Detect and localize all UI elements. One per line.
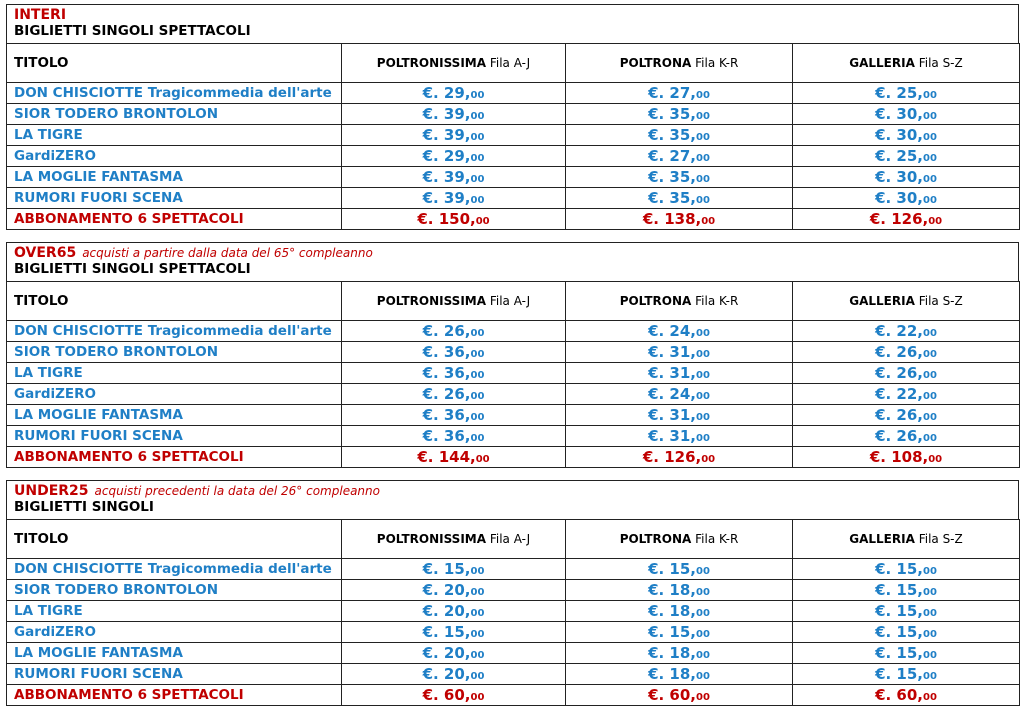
section-subtitle: BIGLIETTI SINGOLI SPETTACOLI — [14, 23, 251, 39]
price-poltronissima: €. 36,00 — [342, 426, 566, 447]
price-poltrona: €. 31,00 — [566, 342, 793, 363]
price-galleria: €. 30,00 — [793, 167, 1020, 188]
price-galleria: €. 30,00 — [793, 188, 1020, 209]
table-row — [7, 643, 1020, 664]
price-poltronissima: €. 39,00 — [342, 167, 566, 188]
price-galleria: €. 26,00 — [793, 342, 1020, 363]
show-title: SIOR TODERO BRONTOLON — [7, 580, 342, 601]
table-row — [7, 146, 1020, 167]
price-poltrona: €. 15,00 — [566, 559, 793, 580]
price-galleria: €. 15,00 — [793, 622, 1020, 643]
table-row — [7, 559, 1020, 580]
column-header-galleria: GALLERIA Fila S-Z — [793, 520, 1020, 559]
price-galleria: €. 26,00 — [793, 405, 1020, 426]
column-header-poltronissima: POLTRONISSIMA Fila A-J — [342, 282, 566, 321]
table-row — [7, 580, 1020, 601]
price-poltronissima: €. 20,00 — [342, 580, 566, 601]
price-poltrona: €. 35,00 — [566, 104, 793, 125]
price-poltrona: €. 18,00 — [566, 580, 793, 601]
show-title: GardiZERO — [7, 146, 342, 167]
table-row — [7, 384, 1020, 405]
price-poltronissima: €. 39,00 — [342, 104, 566, 125]
price-galleria: €. 22,00 — [793, 384, 1020, 405]
table-row — [7, 342, 1020, 363]
show-title: LA MOGLIE FANTASMA — [7, 405, 342, 426]
price-poltronissima: €. 29,00 — [342, 146, 566, 167]
price-poltrona: €. 126,00 — [566, 447, 793, 468]
price-poltronissima: €. 20,00 — [342, 664, 566, 685]
table-row — [7, 167, 1020, 188]
price-poltrona: €. 35,00 — [566, 125, 793, 146]
show-title: LA MOGLIE FANTASMA — [7, 643, 342, 664]
price-poltronissima: €. 15,00 — [342, 559, 566, 580]
price-galleria: €. 15,00 — [793, 664, 1020, 685]
price-galleria: €. 22,00 — [793, 321, 1020, 342]
table-header-row — [7, 282, 1020, 321]
price-galleria: €. 26,00 — [793, 363, 1020, 384]
category-note: acquisti a partire dalla data del 65° compleanno — [82, 246, 373, 260]
table-row — [7, 601, 1020, 622]
section-header — [6, 4, 1019, 43]
price-galleria: €. 126,00 — [793, 209, 1020, 230]
price-poltronissima: €. 36,00 — [342, 363, 566, 384]
show-title: RUMORI FUORI SCENA — [7, 188, 342, 209]
subscription-row — [7, 209, 1020, 230]
table-row — [7, 405, 1020, 426]
price-poltrona: €. 60,00 — [566, 685, 793, 706]
table-header-row — [7, 44, 1020, 83]
price-table — [6, 281, 1020, 468]
price-poltronissima: €. 29,00 — [342, 83, 566, 104]
section-subtitle: BIGLIETTI SINGOLI — [14, 499, 154, 515]
table-row — [7, 363, 1020, 384]
show-title: ABBONAMENTO 6 SPETTACOLI — [7, 447, 342, 468]
table-row — [7, 104, 1020, 125]
section-header — [6, 242, 1019, 281]
price-galleria: €. 30,00 — [793, 125, 1020, 146]
column-header-title: TITOLO — [7, 44, 342, 83]
price-galleria: €. 15,00 — [793, 580, 1020, 601]
show-title: LA TIGRE — [7, 601, 342, 622]
show-title: RUMORI FUORI SCENA — [7, 426, 342, 447]
price-galleria: €. 25,00 — [793, 146, 1020, 167]
price-poltronissima: €. 15,00 — [342, 622, 566, 643]
price-section — [6, 480, 1019, 706]
column-header-poltrona: POLTRONA Fila K-R — [566, 282, 793, 321]
price-poltrona: €. 35,00 — [566, 188, 793, 209]
price-poltronissima: €. 20,00 — [342, 643, 566, 664]
table-row — [7, 125, 1020, 146]
price-poltronissima: €. 26,00 — [342, 384, 566, 405]
price-galleria: €. 30,00 — [793, 104, 1020, 125]
subscription-row — [7, 685, 1020, 706]
column-header-poltrona: POLTRONA Fila K-R — [566, 44, 793, 83]
show-title: SIOR TODERO BRONTOLON — [7, 342, 342, 363]
table-row — [7, 622, 1020, 643]
price-poltrona: €. 15,00 — [566, 622, 793, 643]
price-poltrona: €. 27,00 — [566, 146, 793, 167]
show-title: RUMORI FUORI SCENA — [7, 664, 342, 685]
price-galleria: €. 60,00 — [793, 685, 1020, 706]
price-galleria: €. 108,00 — [793, 447, 1020, 468]
table-row — [7, 426, 1020, 447]
table-row — [7, 83, 1020, 104]
price-section — [6, 4, 1019, 230]
price-poltronissima: €. 36,00 — [342, 342, 566, 363]
column-header-poltrona: POLTRONA Fila K-R — [566, 520, 793, 559]
subscription-row — [7, 447, 1020, 468]
column-header-galleria: GALLERIA Fila S-Z — [793, 282, 1020, 321]
price-poltronissima: €. 26,00 — [342, 321, 566, 342]
show-title: DON CHISCIOTTE Tragicommedia dell'arte — [7, 321, 342, 342]
show-title: LA TIGRE — [7, 125, 342, 146]
show-title: GardiZERO — [7, 384, 342, 405]
price-poltrona: €. 18,00 — [566, 664, 793, 685]
table-row — [7, 664, 1020, 685]
price-poltrona: €. 24,00 — [566, 384, 793, 405]
price-poltrona: €. 18,00 — [566, 601, 793, 622]
price-poltrona: €. 31,00 — [566, 405, 793, 426]
category-label: INTERI — [14, 7, 67, 23]
price-poltrona: €. 18,00 — [566, 643, 793, 664]
column-header-poltronissima: POLTRONISSIMA Fila A-J — [342, 44, 566, 83]
price-table — [6, 43, 1020, 230]
column-header-title: TITOLO — [7, 282, 342, 321]
price-poltrona: €. 24,00 — [566, 321, 793, 342]
table-row — [7, 321, 1020, 342]
category-note: acquisti precedenti la data del 26° compleanno — [94, 484, 380, 498]
price-poltronissima: €. 150,00 — [342, 209, 566, 230]
price-table — [6, 519, 1020, 706]
show-title: SIOR TODERO BRONTOLON — [7, 104, 342, 125]
category-label: UNDER25 — [14, 483, 89, 499]
column-header-galleria: GALLERIA Fila S-Z — [793, 44, 1020, 83]
show-title: LA MOGLIE FANTASMA — [7, 167, 342, 188]
price-galleria: €. 15,00 — [793, 559, 1020, 580]
show-title: ABBONAMENTO 6 SPETTACOLI — [7, 209, 342, 230]
category-label: OVER65 — [14, 245, 77, 261]
price-poltronissima: €. 36,00 — [342, 405, 566, 426]
price-poltronissima: €. 60,00 — [342, 685, 566, 706]
price-poltrona: €. 35,00 — [566, 167, 793, 188]
table-row — [7, 188, 1020, 209]
price-poltrona: €. 31,00 — [566, 426, 793, 447]
price-galleria: €. 26,00 — [793, 426, 1020, 447]
show-title: ABBONAMENTO 6 SPETTACOLI — [7, 685, 342, 706]
price-poltrona: €. 31,00 — [566, 363, 793, 384]
show-title: DON CHISCIOTTE Tragicommedia dell'arte — [7, 559, 342, 580]
price-poltronissima: €. 144,00 — [342, 447, 566, 468]
price-poltrona: €. 138,00 — [566, 209, 793, 230]
show-title: GardiZERO — [7, 622, 342, 643]
show-title: DON CHISCIOTTE Tragicommedia dell'arte — [7, 83, 342, 104]
price-poltrona: €. 27,00 — [566, 83, 793, 104]
price-poltronissima: €. 39,00 — [342, 125, 566, 146]
price-galleria: €. 15,00 — [793, 643, 1020, 664]
table-header-row — [7, 520, 1020, 559]
column-header-title: TITOLO — [7, 520, 342, 559]
price-galleria: €. 25,00 — [793, 83, 1020, 104]
price-poltronissima: €. 20,00 — [342, 601, 566, 622]
price-poltronissima: €. 39,00 — [342, 188, 566, 209]
section-header — [6, 480, 1019, 519]
column-header-poltronissima: POLTRONISSIMA Fila A-J — [342, 520, 566, 559]
show-title: LA TIGRE — [7, 363, 342, 384]
section-subtitle: BIGLIETTI SINGOLI SPETTACOLI — [14, 261, 251, 277]
price-galleria: €. 15,00 — [793, 601, 1020, 622]
price-section — [6, 242, 1019, 468]
